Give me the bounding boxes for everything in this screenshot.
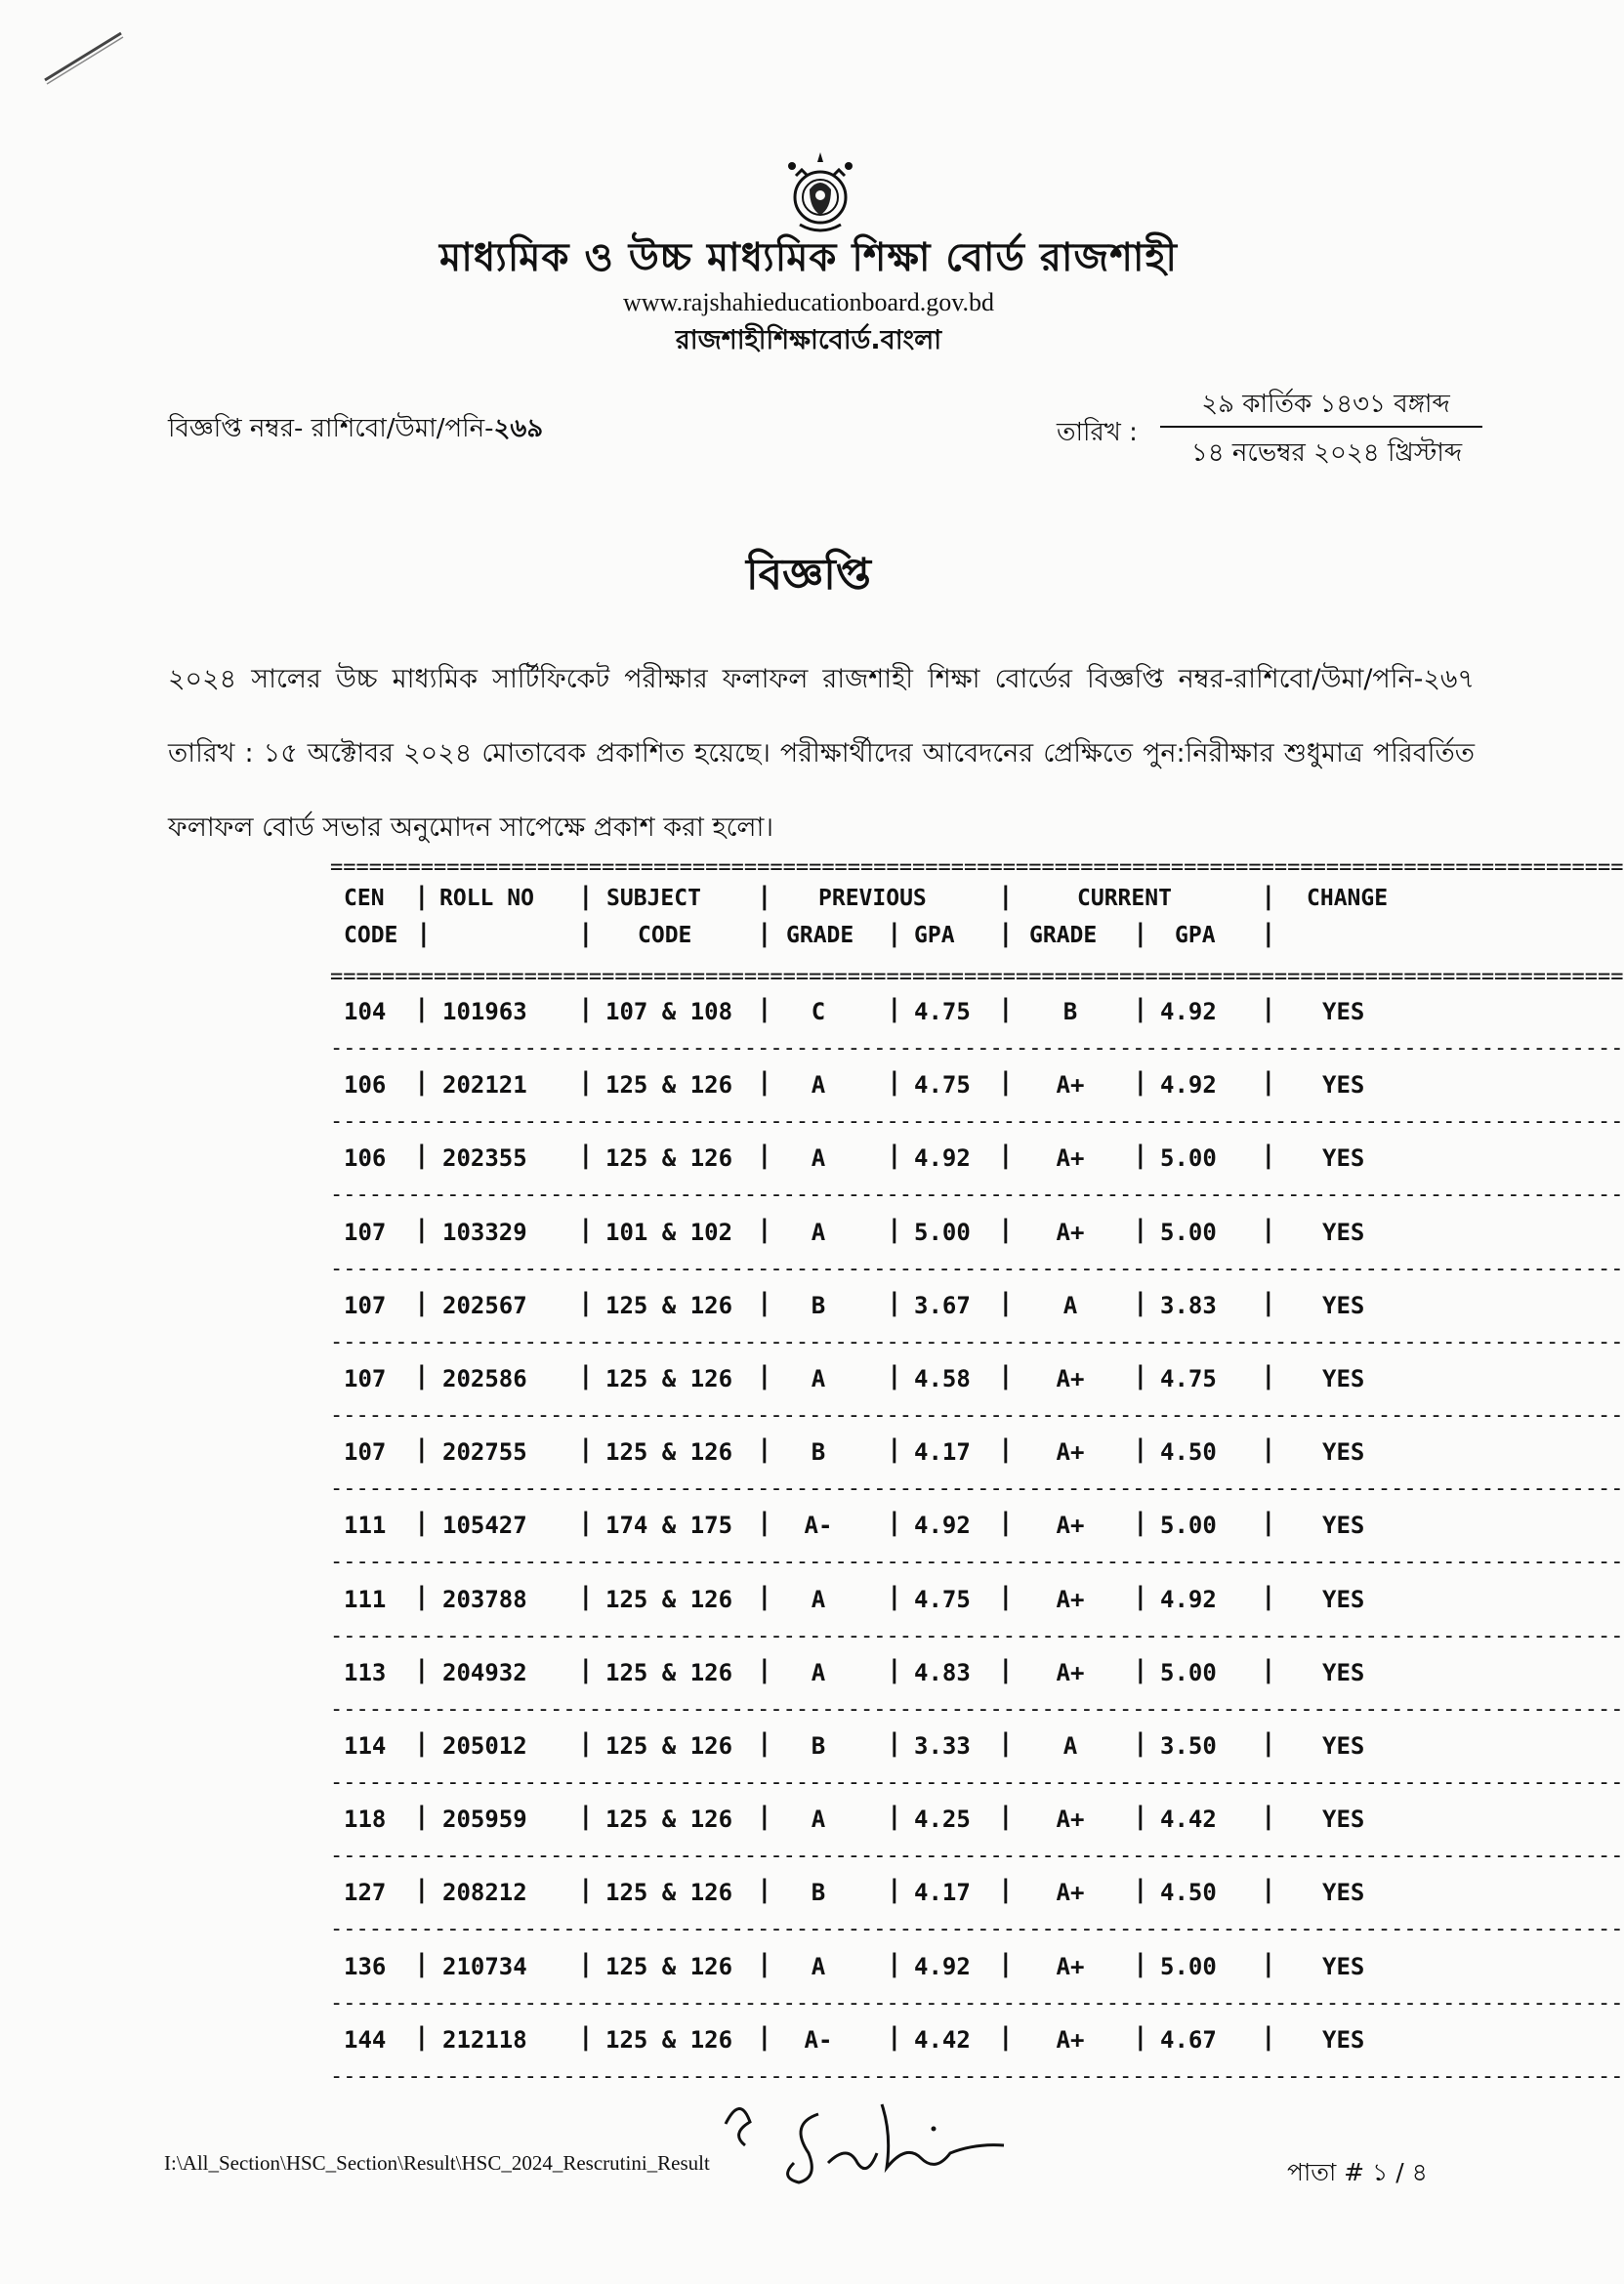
row-separator: | xyxy=(578,1361,594,1391)
cell-cur-gpa: 5.00 xyxy=(1160,1218,1217,1246)
row-separator: | xyxy=(998,1141,1014,1171)
cell-cen: 107 xyxy=(344,1218,387,1246)
cell-cur-grade: A+ xyxy=(1056,1144,1085,1173)
row-divider: ---------------------------------------------------------------------------------------------------- xyxy=(330,2063,1624,2089)
row-separator: | xyxy=(998,1948,1014,1978)
header-prev-gpa: GPA xyxy=(914,923,955,948)
date-divider xyxy=(1160,426,1482,428)
cell-subject: 125 & 126 xyxy=(605,1732,733,1760)
cell-cen: 104 xyxy=(344,998,387,1025)
cell-subject: 125 & 126 xyxy=(605,2025,733,2054)
row-separator: | xyxy=(414,1581,430,1611)
cell-subject: 174 & 175 xyxy=(605,1512,733,1540)
row-separator: | xyxy=(414,2021,430,2052)
cell-cur-grade: A+ xyxy=(1056,1365,1085,1392)
cell-subject: 107 & 108 xyxy=(605,998,733,1025)
cell-prev-grade: A xyxy=(811,1365,826,1392)
row-separator: | xyxy=(757,1654,772,1684)
cell-cur-grade: A+ xyxy=(1056,1512,1085,1540)
page-number: পাতা # ১ / ৪ xyxy=(1287,2158,1428,2186)
cell-change: YES xyxy=(1322,1291,1365,1319)
row-separator: | xyxy=(578,1581,594,1611)
cell-cur-gpa: 4.42 xyxy=(1160,1806,1217,1834)
row-separator: | xyxy=(887,1654,902,1684)
row-separator: | xyxy=(757,1287,772,1317)
cell-cen: 114 xyxy=(344,1732,387,1760)
row-separator: | xyxy=(887,2021,902,2052)
cell-subject: 125 & 126 xyxy=(605,1952,733,1980)
cell-change: YES xyxy=(1322,1438,1365,1467)
cell-roll: 202355 xyxy=(442,1144,527,1173)
row-separator: | xyxy=(757,1581,772,1611)
cell-prev-grade: A xyxy=(811,1952,826,1980)
row-separator: | xyxy=(998,1581,1014,1611)
row-divider: ---------------------------------------------------------------------------------------------------- xyxy=(330,1550,1624,1575)
cell-subject: 125 & 126 xyxy=(605,1658,733,1686)
row-divider: ---------------------------------------------------------------------------------------------------- xyxy=(330,1770,1624,1795)
cell-roll: 202567 xyxy=(442,1291,527,1319)
cell-cur-gpa: 4.92 xyxy=(1160,1071,1217,1100)
row-separator: | xyxy=(887,1141,902,1171)
row-divider: ---------------------------------------------------------------------------------------------------- xyxy=(330,1917,1624,1942)
row-separator: | xyxy=(414,1948,430,1978)
row-separator: | xyxy=(1133,1141,1148,1171)
cell-subject: 125 & 126 xyxy=(605,1879,733,1907)
header-separator: | xyxy=(1133,919,1148,948)
row-separator: | xyxy=(414,1875,430,1905)
cell-cur-grade: A+ xyxy=(1056,1658,1085,1686)
cell-subject: 125 & 126 xyxy=(605,1071,733,1100)
row-divider: ---------------------------------------------------------------------------------------------------- xyxy=(330,1256,1624,1281)
cell-cur-grade: A+ xyxy=(1056,1218,1085,1246)
row-separator: | xyxy=(757,994,772,1023)
header-cen-code: CODE xyxy=(344,923,398,948)
cell-subject: 125 & 126 xyxy=(605,1144,733,1173)
header-cur-grade: GRADE xyxy=(1029,923,1098,948)
row-separator: | xyxy=(414,1067,430,1098)
cell-prev-gpa: 4.75 xyxy=(914,1071,971,1100)
cell-cur-gpa: 3.83 xyxy=(1160,1291,1217,1319)
row-separator: | xyxy=(887,1067,902,1098)
header-roll-no: ROLL NO xyxy=(439,886,534,911)
cell-cur-grade: A+ xyxy=(1056,1071,1085,1100)
row-separator: | xyxy=(757,1067,772,1098)
cell-change: YES xyxy=(1322,1806,1365,1834)
row-separator: | xyxy=(887,1581,902,1611)
cell-cen: 113 xyxy=(344,1658,387,1686)
row-separator: | xyxy=(998,1508,1014,1538)
cell-cur-gpa: 5.00 xyxy=(1160,1658,1217,1686)
cell-roll: 210734 xyxy=(442,1952,527,1980)
cell-roll: 205012 xyxy=(442,1732,527,1760)
cell-cur-grade: A+ xyxy=(1056,1806,1085,1834)
cell-cur-grade: A+ xyxy=(1056,1952,1085,1980)
cell-change: YES xyxy=(1322,1879,1365,1907)
cell-subject: 125 & 126 xyxy=(605,1806,733,1834)
header-separator: | xyxy=(578,882,594,911)
row-divider: ---------------------------------------------------------------------------------------------------- xyxy=(330,1036,1624,1060)
row-divider: ---------------------------------------------------------------------------------------------------- xyxy=(330,1990,1624,2015)
row-separator: | xyxy=(1261,1802,1276,1832)
row-separator: | xyxy=(757,1802,772,1832)
header-separator: | xyxy=(578,919,594,948)
row-separator: | xyxy=(1261,2021,1276,2052)
cell-roll: 212118 xyxy=(442,2025,527,2054)
cell-cur-gpa: 4.92 xyxy=(1160,998,1217,1025)
cell-subject: 125 & 126 xyxy=(605,1585,733,1613)
row-separator: | xyxy=(887,1287,902,1317)
row-separator: | xyxy=(887,1728,902,1758)
row-separator: | xyxy=(414,1434,430,1465)
cell-prev-gpa: 3.67 xyxy=(914,1291,971,1319)
header-prev-grade: GRADE xyxy=(786,923,854,948)
row-separator: | xyxy=(578,1214,594,1244)
cell-cur-grade: A+ xyxy=(1056,2025,1085,2054)
row-separator: | xyxy=(578,994,594,1023)
row-separator: | xyxy=(1133,1654,1148,1684)
row-separator: | xyxy=(414,1728,430,1758)
cell-prev-grade: A xyxy=(811,1144,826,1173)
row-separator: | xyxy=(1133,1214,1148,1244)
row-separator: | xyxy=(998,1361,1014,1391)
board-name: মাধ্যমিক ও উচ্চ মাধ্যমিক শিক্ষা বোর্ড রাজশাহী xyxy=(439,235,1178,280)
cell-cur-grade: A+ xyxy=(1056,1879,1085,1907)
cell-prev-grade: A xyxy=(811,1806,826,1834)
cell-subject: 125 & 126 xyxy=(605,1365,733,1392)
row-separator: | xyxy=(1261,1654,1276,1684)
row-separator: | xyxy=(757,1361,772,1391)
header-separator: | xyxy=(998,882,1014,911)
row-separator: | xyxy=(1133,1875,1148,1905)
row-separator: | xyxy=(1133,1434,1148,1465)
row-separator: | xyxy=(578,1728,594,1758)
row-separator: | xyxy=(998,2021,1014,2052)
board-bangla-domain: রাজশাহীশিক্ষাবোর্ড.বাংলা xyxy=(675,325,942,355)
row-separator: | xyxy=(1261,1508,1276,1538)
cell-prev-grade: A xyxy=(811,1585,826,1613)
cell-prev-gpa: 4.25 xyxy=(914,1806,971,1834)
cell-prev-grade: A xyxy=(811,1658,826,1686)
row-separator: | xyxy=(1261,1875,1276,1905)
row-divider: ---------------------------------------------------------------------------------------------------- xyxy=(330,1844,1624,1869)
cell-change: YES xyxy=(1322,1365,1365,1392)
cell-prev-gpa: 4.75 xyxy=(914,1585,971,1613)
row-separator: | xyxy=(1133,994,1148,1023)
row-separator: | xyxy=(578,1141,594,1171)
row-separator: | xyxy=(414,1214,430,1244)
cell-prev-gpa: 4.92 xyxy=(914,1144,971,1173)
header-change: CHANGE xyxy=(1307,886,1389,911)
row-divider: ---------------------------------------------------------------------------------------------------- xyxy=(330,1109,1624,1135)
cell-roll: 103329 xyxy=(442,1218,527,1246)
cell-change: YES xyxy=(1322,1952,1365,1980)
cell-change: YES xyxy=(1322,1658,1365,1686)
row-separator: | xyxy=(1133,1361,1148,1391)
board-website: www.rajshahieducationboard.gov.bd xyxy=(622,288,995,316)
row-separator: | xyxy=(998,994,1014,1023)
cell-prev-grade: B xyxy=(811,1732,826,1760)
cell-prev-gpa: 4.75 xyxy=(914,998,971,1025)
row-separator: | xyxy=(1261,1287,1276,1317)
row-separator: | xyxy=(1261,1581,1276,1611)
cell-cur-gpa: 4.75 xyxy=(1160,1365,1217,1392)
cell-prev-grade: B xyxy=(811,1291,826,1319)
header-separator: | xyxy=(1261,882,1276,911)
row-separator: | xyxy=(1261,1728,1276,1758)
cell-prev-gpa: 4.58 xyxy=(914,1365,971,1392)
date-english: ১৪ নভেম্বর ২০২৪ খ্রিস্টাব্দ xyxy=(1190,438,1463,468)
cell-change: YES xyxy=(1322,1585,1365,1613)
cell-cur-gpa: 4.50 xyxy=(1160,1879,1217,1907)
row-separator: | xyxy=(1261,994,1276,1023)
header-separator: | xyxy=(757,919,772,948)
cell-cur-gpa: 4.67 xyxy=(1160,2025,1217,2054)
header-separator: | xyxy=(757,882,772,911)
cell-cur-grade: A+ xyxy=(1056,1438,1085,1467)
header-cur-gpa: GPA xyxy=(1175,923,1216,948)
cell-change: YES xyxy=(1322,1218,1365,1246)
row-separator: | xyxy=(757,1948,772,1978)
row-separator: | xyxy=(757,2021,772,2052)
row-separator: | xyxy=(1261,1948,1276,1978)
row-divider: ---------------------------------------------------------------------------------------------------- xyxy=(330,1183,1624,1208)
row-separator: | xyxy=(998,1434,1014,1465)
row-divider: ---------------------------------------------------------------------------------------------------- xyxy=(330,1623,1624,1648)
cell-prev-gpa: 4.83 xyxy=(914,1658,971,1686)
file-path: I:\All_Section\HSC_Section\Result\HSC_2024_Rescrutini_Result xyxy=(164,2151,710,2175)
cell-roll: 204932 xyxy=(442,1658,527,1686)
row-divider: ---------------------------------------------------------------------------------------------------- xyxy=(330,1476,1624,1502)
row-separator: | xyxy=(1133,1728,1148,1758)
row-separator: | xyxy=(887,1508,902,1538)
row-separator: | xyxy=(578,1654,594,1684)
cell-roll: 203788 xyxy=(442,1585,527,1613)
row-separator: | xyxy=(887,1802,902,1832)
pen-mark-decoration xyxy=(39,18,137,86)
cell-cen: 111 xyxy=(344,1512,387,1540)
cell-cen: 136 xyxy=(344,1952,387,1980)
cell-prev-gpa: 3.33 xyxy=(914,1732,971,1760)
row-separator: | xyxy=(1133,1067,1148,1098)
notice-body: ২০২৪ সালের উচ্চ মাধ্যমিক সার্টিফিকেট পরীক্ষার ফলাফল রাজশাহী শিক্ষা বোর্ডের বিজ্ঞপ্তি নম্বর-রাশিবো/উমা/পনি-২৬৭ তারিখ : ১৫ অক্টোবর ২০২৪ মোতাবেক প্রকাশিত হয়েছে। পরীক্ষার্থীদের আবেদনের প্রেক্ষিতে পুন:নিরীক্ষার শুধুমাত্র পরিবর্তিত ফলাফল বোর্ড সভার অনুমোদন সাপেক্ষে প্রকাশ করা হলো। xyxy=(168,664,1475,843)
row-divider: ---------------------------------------------------------------------------------------------------- xyxy=(330,1696,1624,1722)
row-separator: | xyxy=(578,1508,594,1538)
cell-change: YES xyxy=(1322,2025,1365,2054)
row-separator: | xyxy=(757,1434,772,1465)
row-separator: | xyxy=(1261,1067,1276,1098)
cell-prev-grade: A xyxy=(811,1071,826,1100)
header-cen: CEN xyxy=(344,886,385,911)
cell-cen: 144 xyxy=(344,2025,387,2054)
date-bangla: ২৯ কার্তিক ১৪৩১ বঙ্গাব্দ xyxy=(1201,390,1450,419)
row-separator: | xyxy=(998,1214,1014,1244)
cell-change: YES xyxy=(1322,1732,1365,1760)
header-separator: | xyxy=(416,919,432,948)
cell-cen: 106 xyxy=(344,1144,387,1173)
row-separator: | xyxy=(757,1728,772,1758)
signature-icon xyxy=(711,2085,1023,2192)
cell-change: YES xyxy=(1322,998,1365,1025)
row-separator: | xyxy=(414,1141,430,1171)
cell-prev-grade: B xyxy=(811,1438,826,1467)
cell-prev-grade: C xyxy=(811,998,826,1025)
row-separator: | xyxy=(578,1067,594,1098)
table-header-rule: ==================================================================================================== xyxy=(330,965,1624,989)
row-separator: | xyxy=(1133,1948,1148,1978)
row-separator: | xyxy=(578,2021,594,2052)
notice-number-label: বিজ্ঞপ্তি নম্বর- রাশিবো/উমা/পনি- xyxy=(168,414,494,443)
row-separator: | xyxy=(578,1802,594,1832)
cell-cur-grade: B xyxy=(1062,998,1078,1025)
cell-roll: 105427 xyxy=(442,1512,527,1540)
header-subject: SUBJECT xyxy=(606,886,701,911)
date-label: তারিখ : xyxy=(1057,418,1138,447)
row-separator: | xyxy=(1133,1802,1148,1832)
header-separator: | xyxy=(998,919,1014,948)
cell-subject: 101 & 102 xyxy=(605,1218,733,1246)
cell-subject: 125 & 126 xyxy=(605,1438,733,1467)
row-separator: | xyxy=(887,994,902,1023)
cell-cur-gpa: 5.00 xyxy=(1160,1512,1217,1540)
cell-prev-gpa: 4.17 xyxy=(914,1879,971,1907)
row-divider: ---------------------------------------------------------------------------------------------------- xyxy=(330,1403,1624,1428)
row-separator: | xyxy=(998,1067,1014,1098)
header-separator: | xyxy=(414,882,430,911)
table-top-rule: ==================================================================================================== xyxy=(330,855,1624,880)
cell-change: YES xyxy=(1322,1144,1365,1173)
row-separator: | xyxy=(887,1361,902,1391)
row-separator: | xyxy=(414,1287,430,1317)
header-separator: | xyxy=(887,919,902,948)
row-separator: | xyxy=(578,1948,594,1978)
cell-roll: 208212 xyxy=(442,1879,527,1907)
cell-cur-grade: A xyxy=(1062,1732,1078,1760)
row-separator: | xyxy=(414,1508,430,1538)
row-separator: | xyxy=(414,1654,430,1684)
header-separator: | xyxy=(1261,919,1276,948)
row-separator: | xyxy=(414,1802,430,1832)
cell-cen: 107 xyxy=(344,1291,387,1319)
row-separator: | xyxy=(887,1214,902,1244)
cell-prev-grade: A xyxy=(811,1218,826,1246)
row-separator: | xyxy=(1261,1141,1276,1171)
row-separator: | xyxy=(1133,2021,1148,2052)
row-separator: | xyxy=(887,1434,902,1465)
row-separator: | xyxy=(1133,1287,1148,1317)
row-separator: | xyxy=(757,1875,772,1905)
row-separator: | xyxy=(1261,1214,1276,1244)
row-separator: | xyxy=(578,1434,594,1465)
row-separator: | xyxy=(998,1654,1014,1684)
row-separator: | xyxy=(1133,1508,1148,1538)
row-separator: | xyxy=(998,1875,1014,1905)
cell-cen: 127 xyxy=(344,1879,387,1907)
row-separator: | xyxy=(414,1361,430,1391)
row-separator: | xyxy=(757,1508,772,1538)
cell-prev-grade: A- xyxy=(804,1512,833,1540)
cell-cur-gpa: 3.50 xyxy=(1160,1732,1217,1760)
cell-subject: 125 & 126 xyxy=(605,1291,733,1319)
cell-roll: 202586 xyxy=(442,1365,527,1392)
row-separator: | xyxy=(1261,1361,1276,1391)
header-current: CURRENT xyxy=(1077,886,1172,911)
row-separator: | xyxy=(578,1875,594,1905)
row-separator: | xyxy=(757,1141,772,1171)
notice-number xyxy=(168,408,543,451)
cell-prev-gpa: 5.00 xyxy=(914,1218,971,1246)
cell-roll: 101963 xyxy=(442,998,527,1025)
cell-cur-gpa: 4.50 xyxy=(1160,1438,1217,1467)
cell-cur-grade: A+ xyxy=(1056,1585,1085,1613)
cell-roll: 202755 xyxy=(442,1438,527,1467)
cell-prev-grade: B xyxy=(811,1879,826,1907)
cell-cen: 118 xyxy=(344,1806,387,1834)
cell-cen: 106 xyxy=(344,1071,387,1100)
cell-prev-gpa: 4.17 xyxy=(914,1438,971,1467)
cell-cur-gpa: 5.00 xyxy=(1160,1144,1217,1173)
row-separator: | xyxy=(578,1287,594,1317)
row-separator: | xyxy=(887,1875,902,1905)
row-separator: | xyxy=(757,1214,772,1244)
cell-cen: 107 xyxy=(344,1365,387,1392)
row-separator: | xyxy=(998,1802,1014,1832)
cell-roll: 205959 xyxy=(442,1806,527,1834)
cell-prev-grade: A- xyxy=(804,2025,833,2054)
header-subject-code: CODE xyxy=(638,923,692,948)
row-divider: ---------------------------------------------------------------------------------------------------- xyxy=(330,1329,1624,1354)
notice-number-value: ২৬৯ xyxy=(493,414,544,443)
cell-cur-gpa: 4.92 xyxy=(1160,1585,1217,1613)
cell-cur-grade: A xyxy=(1062,1291,1078,1319)
cell-cur-gpa: 5.00 xyxy=(1160,1952,1217,1980)
row-separator: | xyxy=(998,1728,1014,1758)
cell-roll: 202121 xyxy=(442,1071,527,1100)
cell-prev-gpa: 4.92 xyxy=(914,1952,971,1980)
header-previous: PREVIOUS xyxy=(818,886,927,911)
cell-change: YES xyxy=(1322,1512,1365,1540)
row-separator: | xyxy=(414,994,430,1023)
row-separator: | xyxy=(998,1287,1014,1317)
cell-change: YES xyxy=(1322,1071,1365,1100)
cell-prev-gpa: 4.92 xyxy=(914,1512,971,1540)
notice-heading: বিজ্ঞপ্তি xyxy=(746,550,871,600)
cell-prev-gpa: 4.42 xyxy=(914,2025,971,2054)
cell-cen: 107 xyxy=(344,1438,387,1467)
row-separator: | xyxy=(1261,1434,1276,1465)
row-separator: | xyxy=(887,1948,902,1978)
cell-cen: 111 xyxy=(344,1585,387,1613)
row-separator: | xyxy=(1133,1581,1148,1611)
